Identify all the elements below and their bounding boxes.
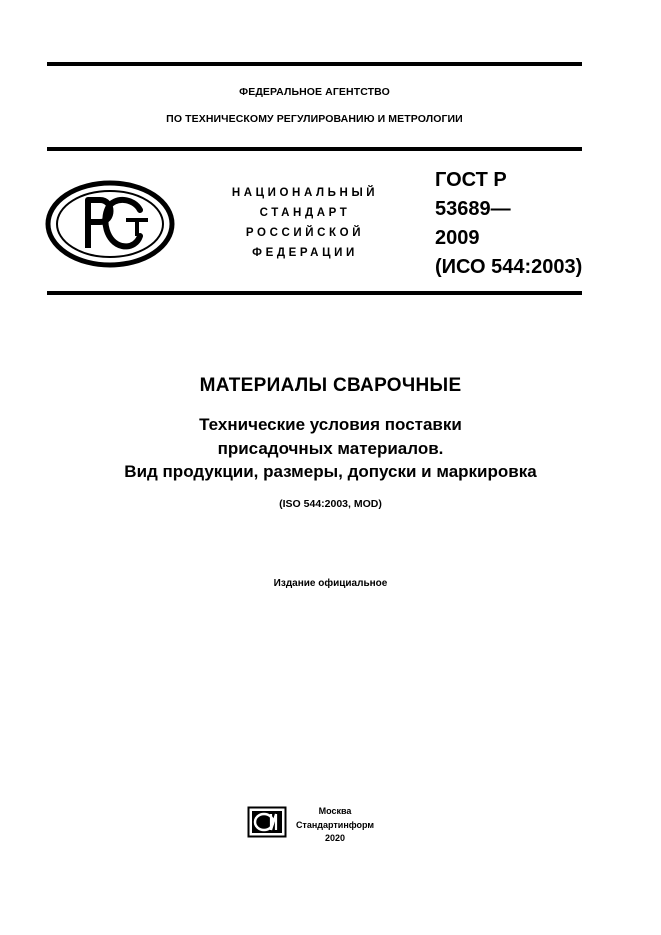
top-rule: [47, 62, 582, 66]
national-line: РОССИЙСКОЙ: [245, 227, 365, 239]
publisher-year: 2020: [324, 833, 346, 843]
national-line: ФЕДЕРАЦИИ: [252, 247, 358, 259]
gost-line: 2009: [435, 227, 480, 249]
gost-line: 53689—: [435, 198, 511, 220]
national-line: НАЦИОНАЛЬНЫЙ: [231, 187, 379, 199]
standartinform-logo-icon: [247, 806, 287, 838]
subtitle-line: Технические условия поставки: [199, 415, 462, 434]
publisher-city: Москва: [318, 806, 352, 816]
publisher-info: [290, 805, 380, 846]
subtitle-line: Вид продукции, размеры, допуски и маркировка: [124, 462, 537, 481]
document-title: МАТЕРИАЛЫ СВАРОЧНЫЕ: [199, 375, 462, 396]
publisher-name: Стандартинформ: [295, 819, 375, 830]
agency-name-line-2: ПО ТЕХНИЧЕСКОМУ РЕГУЛИРОВАНИЮ И МЕТРОЛОГИИ: [166, 113, 463, 125]
national-standard-label: [205, 183, 405, 263]
gost-designation: [435, 166, 635, 282]
rst-certification-mark-icon: [44, 180, 176, 268]
national-line: СТАНДАРТ: [259, 207, 351, 219]
iso-reference: (ISO 544:2003, MOD): [279, 498, 382, 510]
agency-name-line-1: ФЕДЕРАЛЬНОЕ АГЕНТСТВО: [239, 86, 390, 98]
edition-note: Издание официальное: [273, 578, 388, 589]
gost-line: (ИСО 544:2003): [435, 256, 583, 278]
subtitle-line: присадочных материалов.: [217, 438, 444, 458]
document-subtitle: [40, 413, 621, 484]
gost-line: ГОСТ Р: [435, 169, 507, 191]
header-rule: [47, 147, 582, 151]
standard-block-rule: [47, 291, 582, 295]
